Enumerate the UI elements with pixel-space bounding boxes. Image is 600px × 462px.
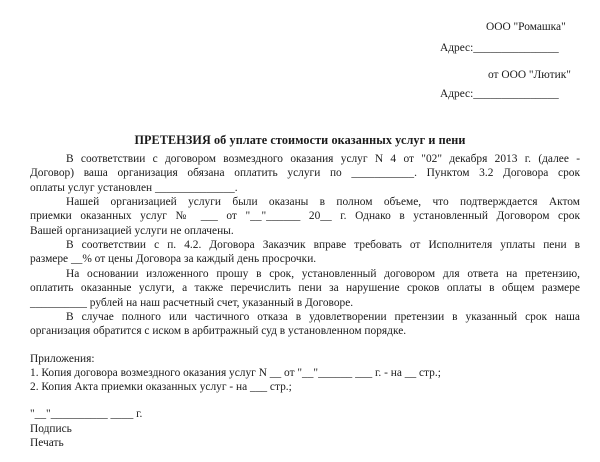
recipient-org <box>486 20 566 34</box>
paragraph-1-line-1: В соответствии с договором возмездного оказания услуг N 4 от "02" декабря 2013 г. (далее - <box>66 153 580 165</box>
sender-org-name: от ООО "Лютик" <box>488 69 571 81</box>
paragraph-5-line-1: В случае полного или частичного отказа в удовлетворении претензии в указанный срок наша <box>66 311 580 323</box>
document-title: ПРЕТЕНЗИЯ об уплате стоимости оказанных услуг и пени <box>134 133 466 147</box>
paragraph-2-line-3: Вашей организацией услуги не оплачены. <box>30 224 234 237</box>
attachments-heading: Приложения: <box>30 353 95 365</box>
paragraph-2-line-2: приемки оказанных услуг № ___ от "__"______ 20__ г. Однако в установленный Договором срок <box>30 210 580 223</box>
paragraph-4-line-2: оплатить оказанные услуги, а также перечислить пени за нарушение сроков оплаты в общем размере <box>30 282 580 295</box>
paragraph-1-line-2: Договор) ваша организация обязана оплатить услуги по ___________. Пунктом 3.2 Договора срок <box>30 167 580 180</box>
paragraph-4 <box>30 267 580 310</box>
paragraph-4-line-3: __________ рублей на наш расчетный счет, указанный в Договоре. <box>30 296 354 309</box>
paragraph-3-line-1: В соответствии с п. 4.2. Договора Заказчик вправе требовать от Исполнителя уплаты пени в <box>66 239 580 251</box>
attachment-item-1: 1. Копия договора возмездного оказания услуг N __ от "__"______ ___ г. - на __ стр.; <box>30 367 441 379</box>
sender-org <box>488 68 571 82</box>
paragraph-1-line-3: оплаты услуг установлен ______________. <box>30 181 238 194</box>
paragraph-3 <box>30 238 580 267</box>
signature-label: Подпись <box>30 423 72 435</box>
stamp-label: Печать <box>30 437 64 449</box>
recipient-address-label: Адрес:_______________ <box>440 42 559 54</box>
sender-address <box>440 87 559 101</box>
paragraph-3-line-2: размере __% от цены Договора за каждый день просрочки. <box>30 253 317 266</box>
recipient-address <box>440 41 559 55</box>
paragraph-5-line-2: организация обратится с иском в арбитражный суд в установленном порядке. <box>30 325 407 338</box>
date-line: "__"__________ ____ г. <box>30 408 143 420</box>
recipient-org-name: ООО "Ромашка" <box>486 21 566 33</box>
attachment-item-2: 2. Копия Акта приемки оказанных услуг - на ___ стр.; <box>30 381 292 393</box>
sender-address-label: Адрес:_______________ <box>440 88 559 100</box>
paragraph-1 <box>30 152 580 195</box>
paragraph-2-line-1: Нашей организацией услуги были оказаны в полном объеме, что подтверждается Актом <box>66 196 580 208</box>
paragraph-2 <box>30 195 580 238</box>
paragraph-4-line-1: На основании изложенного прошу в срок, установленный договором для ответа на претензию, <box>66 268 580 280</box>
paragraph-5 <box>30 310 580 339</box>
